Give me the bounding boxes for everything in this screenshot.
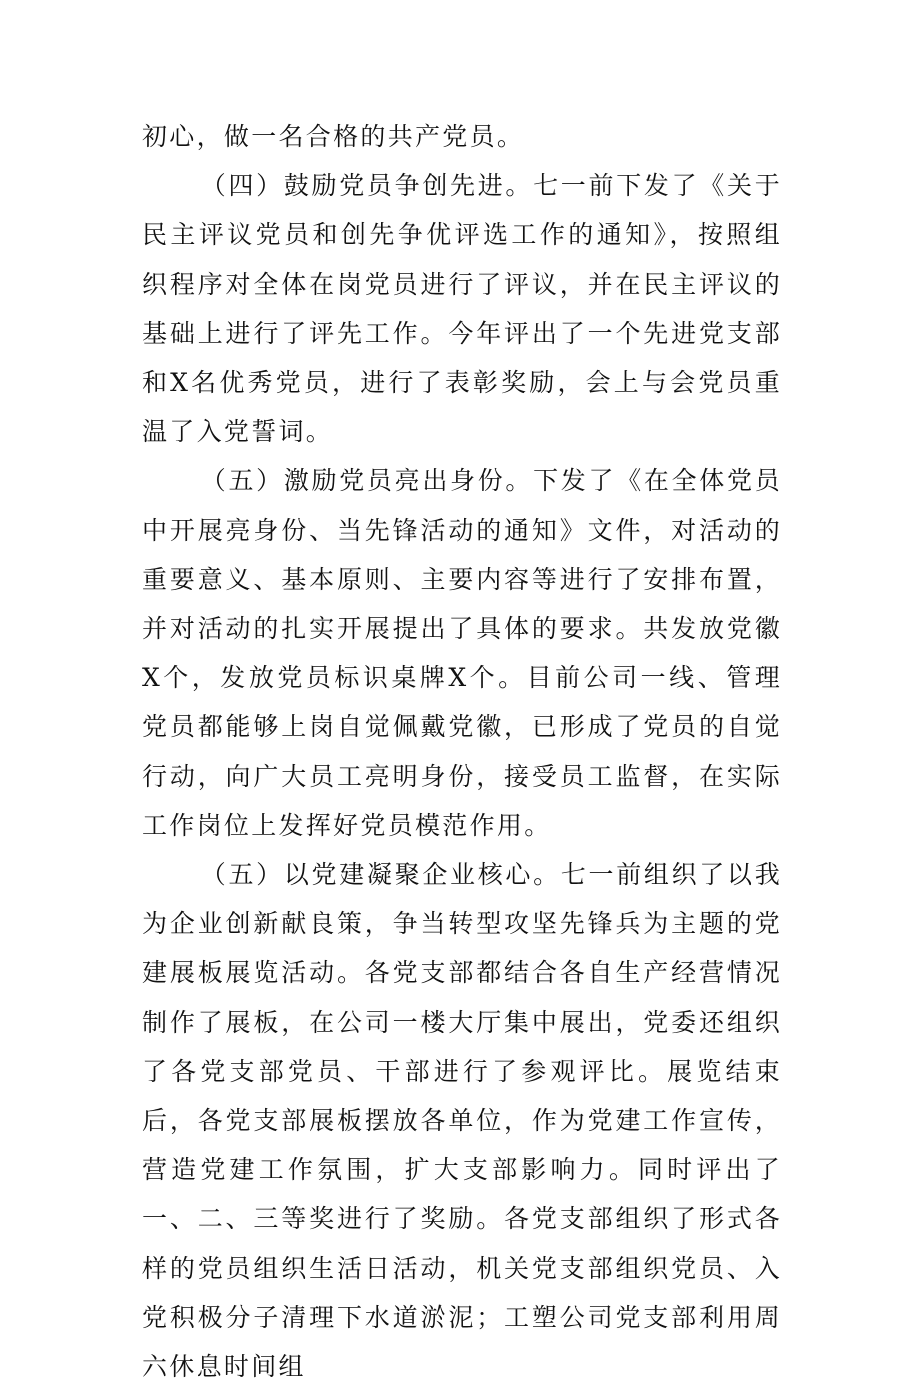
paragraph-continuation: 初心，做一名合格的共产党员。 — [142, 122, 525, 151]
paragraph-section-4: （四）鼓励党员争创先进。七一前下发了《关于民主评议党员和创先争优评选工作的通知》，按照组织程序对全体在岗党员进行了评议，并在民主评议的基础上进行了评先工作。今年评出了一个先进党支部和X名优秀党员，进行了表彰奖励，会上与会党员重温了入党誓词。 — [142, 171, 782, 447]
paragraph-section-5a: （五）激励党员亮出身份。下发了《在全体党员中开展亮身份、当先锋活动的通知》文件，对活动的重要意义、基本原则、主要内容等进行了安排布置，并对活动的扎实开展提出了具体的要求。共发放党徽X个，发放党员标识桌牌X个。目前公司一线、管理党员都能够上岗自觉佩戴党徽，已形成了党员的自觉行动，向广大员工亮明身份，接受员工监督，在实际工作岗位上发挥好党员模范作用。 — [142, 466, 782, 840]
document-body — [142, 112, 782, 1391]
paragraph-section-5b: （五）以党建凝聚企业核心。七一前组织了以我为企业创新献良策，争当转型攻坚先锋兵为主题的党建展板展览活动。各党支部都结合各自生产经营情况制作了展板，在公司一楼大厅集中展出，党委还组织了各党支部党员、干部进行了参观评比。展览结束后，各党支部展板摆放各单位，作为党建工作宣传，营造党建工作氛围，扩大支部影响力。同时评出了一、二、三等奖进行了奖励。各党支部组织了形式各样的党员组织生活日活动，机关党支部组织党员、入党积极分子清理下水道淤泥；工塑公司党支部利用周六休息时间组 — [142, 860, 782, 1382]
